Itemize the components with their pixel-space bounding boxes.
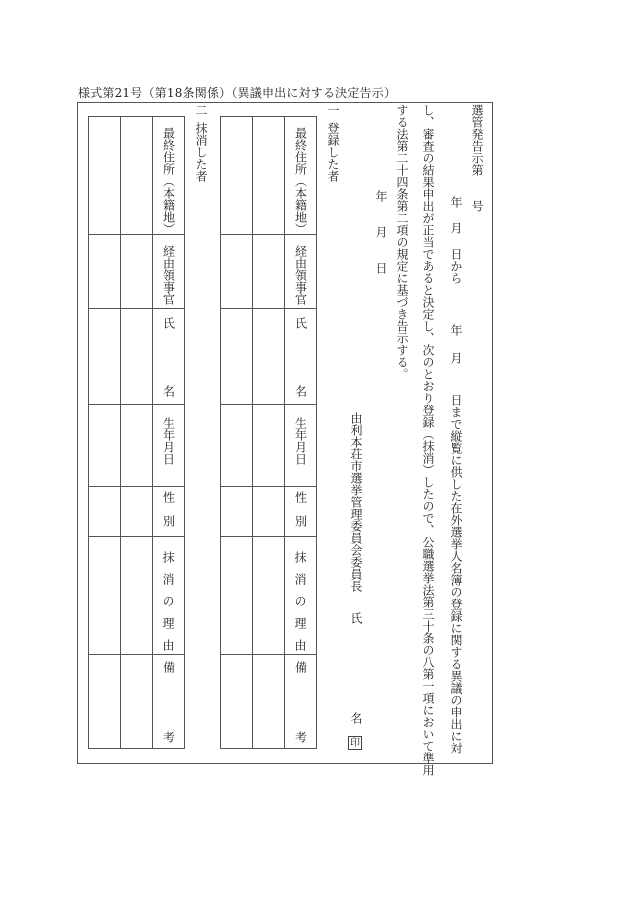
issuer-mei: 名	[349, 712, 363, 724]
section1-col-consulate: 経由領事官	[285, 235, 317, 309]
section1-label: 登録した者	[326, 122, 340, 182]
section2-col-birth: 生年月日	[153, 405, 185, 487]
section2-table	[88, 116, 185, 749]
section2-col-remarks: 備 考	[153, 655, 185, 749]
issuer-title: 由利本荘市選挙管理委員会委員長	[349, 412, 363, 592]
section2-col-sex: 性 別	[153, 487, 185, 537]
form-title: 様式第21号（第18条関係）（異議申出に対する決定告示）	[78, 86, 397, 100]
notice-date-month: 月	[374, 226, 388, 238]
notice-body-line-3: する法第二十四条第二項の規定に基づき告示する。	[395, 104, 409, 380]
period-day-1: 日から	[449, 248, 463, 284]
period-month-2: 月	[449, 352, 463, 364]
section1-col-address: 最終住所（本籍地）	[285, 117, 317, 235]
notice-date-day: 日	[374, 262, 388, 274]
section2-col-address: 最終住所（本籍地）	[153, 117, 185, 235]
notice-date-year: 年	[374, 190, 388, 202]
section1-col-name: 氏 名	[285, 309, 317, 405]
notice-body-line-2: し、審査の結果申出が正当であると決定し、次のとおり登録（抹消）したので、公職選挙法第三十条の八第一項において準用	[421, 104, 435, 776]
section1-col-sex: 性 別	[285, 487, 317, 537]
section1-heading: 一	[326, 104, 340, 116]
period-year-1: 年	[449, 196, 463, 208]
issuer-shi: 氏	[349, 612, 363, 624]
notice-number-suffix: 号	[470, 200, 484, 212]
section1-col-reason: 抹消の理由	[285, 537, 317, 655]
section2-col-name: 氏 名	[153, 309, 185, 405]
section1-table	[220, 116, 317, 749]
period-month-1: 月	[449, 222, 463, 234]
seal-mark: 印	[350, 738, 360, 749]
section2-label: 抹消した者	[194, 122, 208, 182]
section2-col-reason: 抹消の理由	[153, 537, 185, 655]
section1-col-birth: 生年月日	[285, 405, 317, 487]
section2-col-consulate: 経由領事官	[153, 235, 185, 309]
notice-number-label: 選管発告示第	[470, 104, 484, 176]
period-year-2: 年	[449, 324, 463, 336]
notice-body-line-1: 日まで縦覧に供した在外選挙人名簿の登録に関する異議の申出に対	[449, 394, 463, 754]
section1-col-remarks: 備 考	[285, 655, 317, 749]
section2-heading: 二	[194, 104, 208, 116]
